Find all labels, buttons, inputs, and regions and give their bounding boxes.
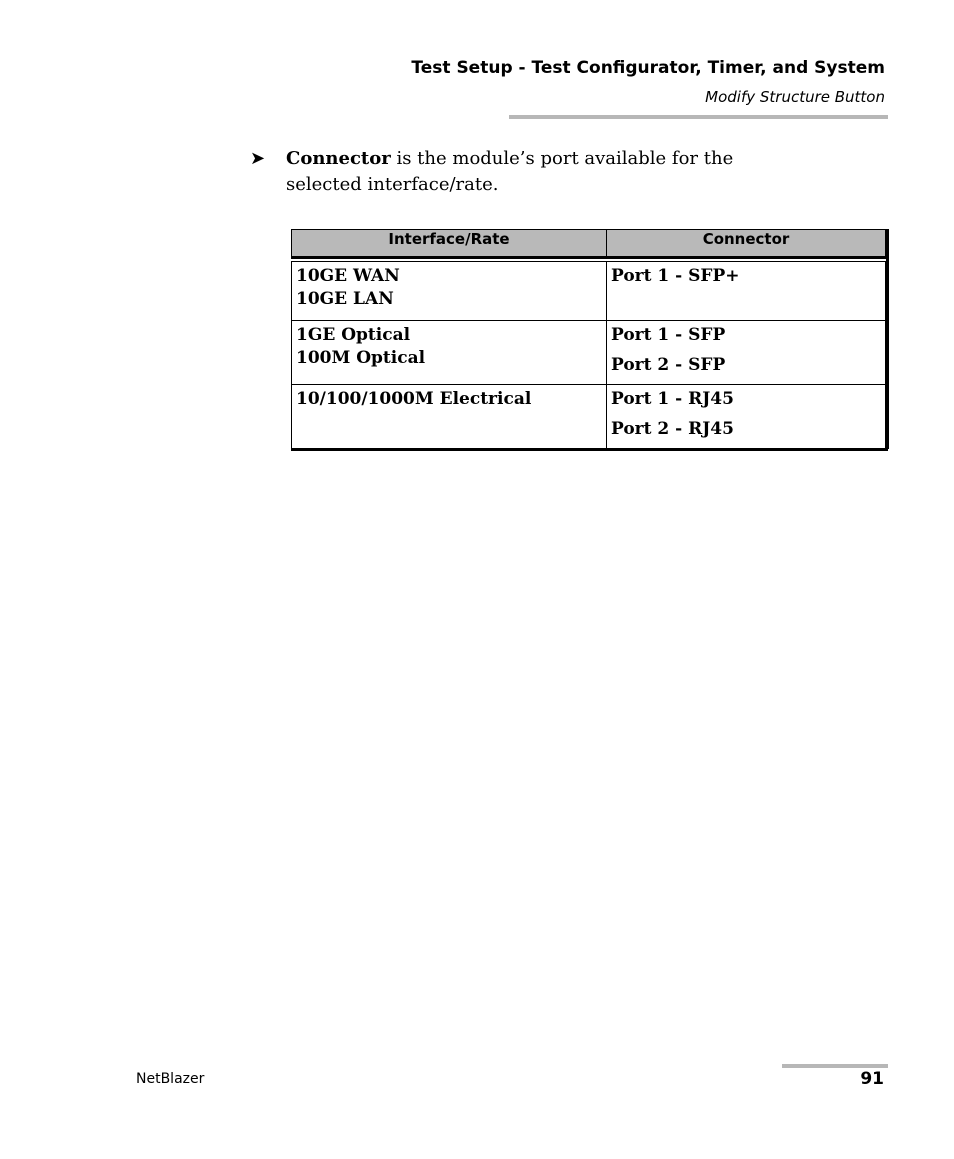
interface-cell <box>292 262 607 321</box>
interface-item: 10GE LAN <box>296 289 394 309</box>
connector-table <box>291 229 887 449</box>
interface-item: 100M Optical <box>296 348 426 368</box>
interface-cell <box>292 385 607 449</box>
interface-item: 10GE WAN <box>296 266 400 286</box>
table-row <box>292 321 886 385</box>
running-header-subtitle: Modify Structure Button <box>705 88 885 106</box>
connector-cell <box>607 321 886 385</box>
footer-rule <box>782 1064 888 1068</box>
bullet-term: Connector <box>286 148 391 169</box>
bullet-text: is the module’s port available for the selected interface/rate. <box>286 148 734 195</box>
bullet-item <box>250 146 806 198</box>
interface-item: 10/100/1000M Electrical <box>296 389 532 409</box>
running-header-title: Test Setup - Test Configurator, Timer, and System <box>411 58 885 78</box>
table-shadow <box>291 448 888 451</box>
page-number: 91 <box>860 1069 884 1089</box>
table-row <box>292 262 886 321</box>
connector-item: Port 1 - SFP+ <box>611 266 740 286</box>
connector-item: Port 2 - RJ45 <box>611 419 734 439</box>
connector-cell <box>607 262 886 321</box>
connector-item: Port 1 - RJ45 <box>611 389 734 409</box>
column-header-interface-rate: Interface/Rate <box>292 230 607 258</box>
connector-cell <box>607 385 886 449</box>
table-shadow <box>886 229 889 449</box>
connector-item: Port 1 - SFP <box>611 325 726 345</box>
interface-cell <box>292 321 607 385</box>
footer-product-name: NetBlazer <box>136 1071 205 1087</box>
column-header-connector: Connector <box>607 230 886 258</box>
interface-item: 1GE Optical <box>296 325 411 345</box>
connector-item: Port 2 - SFP <box>611 355 726 375</box>
bullet-arrow-icon: ➤ <box>250 148 266 169</box>
header-rule <box>509 115 888 119</box>
table-row <box>292 385 886 449</box>
